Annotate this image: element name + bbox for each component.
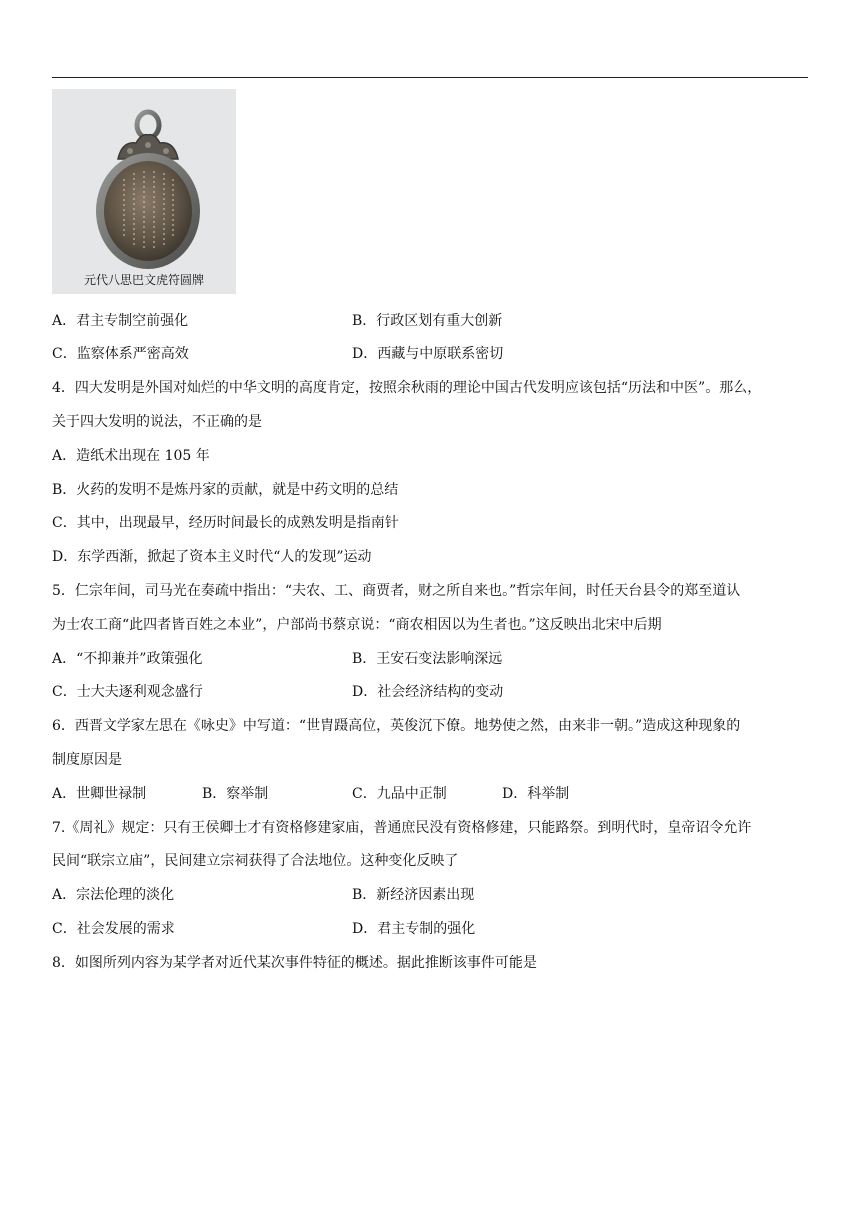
q6-option-b: B．察举制 [202, 786, 269, 802]
q4-stem-line1: 4．四大发明是外国对灿烂的中华文明的高度肯定，按照余秋雨的理论中国古代发明应该包括“历法和中医”。那么， [52, 380, 762, 396]
q5-stem-line1: 5．仁宗年间，司马光在奏疏中指出：“夫农、工、商贾者，财之所自来也。”哲宗年间，时任天台县令的郑至道认 [52, 583, 741, 599]
q4-option-d: D．东学西渐，掀起了资本主义时代“人的发现”运动 [52, 549, 372, 565]
q3-option-a: A．君主专制空前强化 [52, 313, 189, 329]
q4-option-b: B．火药的发明不是炼丹家的贡献，就是中药文明的总结 [52, 482, 399, 498]
q7-stem-line2: 民间“联宗立庙”，民间建立宗祠获得了合法地位。这种变化反映了 [52, 853, 459, 869]
header-rule [52, 77, 808, 78]
q5-option-c: C．士大夫逐利观念盛行 [52, 684, 203, 700]
q3-option-d: D．西藏与中原联系密切 [352, 346, 504, 362]
q6-stem-line1: 6．西晋文学家左思在《咏史》中写道：“世胄蹑高位，英俊沉下僚。地势使之然，由来非一朝。”造成这种现象的 [52, 718, 741, 734]
q6-stem-line2: 制度原因是 [52, 752, 122, 768]
paiza-medallion-icon [52, 89, 236, 274]
q3-option-b: B．行政区划有重大创新 [352, 313, 503, 329]
q4-option-c: C．其中，出现最早，经历时间最长的成熟发明是指南针 [52, 515, 399, 531]
q7-option-a: A．宗法伦理的淡化 [52, 887, 175, 903]
q7-option-d: D．君主专制的强化 [352, 921, 476, 937]
q7-stem-line1: 7.《周礼》规定：只有王侯卿士才有资格修建家庙，普通庶民没有资格修建，只能路祭。到明代时，皇帝诏令允许 [52, 820, 752, 836]
figure-caption: 元代八思巴文虎符圆牌 [83, 273, 204, 287]
q4-option-a: A．造纸术出现在 105 年 [52, 448, 210, 464]
q5-option-a: A．“不抑兼并”政策强化 [52, 651, 203, 667]
q6-option-a: A．世卿世禄制 [52, 786, 147, 802]
q5-option-b: B．王安石变法影响深远 [352, 651, 503, 667]
paiza-figure [52, 89, 236, 294]
q6-option-c: C．九品中正制 [352, 786, 447, 802]
q3-option-c: C．监察体系严密高效 [52, 346, 189, 362]
q4-stem-line2: 关于四大发明的说法，不正确的是 [52, 414, 262, 430]
q6-option-d: D．科举制 [502, 786, 570, 802]
q8-stem-line1: 8．如图所列内容为某学者对近代某次事件特征的概述。据此推断该事件可能是 [52, 955, 537, 971]
q5-option-d: D．社会经济结构的变动 [352, 684, 504, 700]
q7-option-c: C．社会发展的需求 [52, 921, 175, 937]
q7-option-b: B．新经济因素出现 [352, 887, 475, 903]
q5-stem-line2: 为士农工商“此四者皆百姓之本业”，户部尚书蔡京说：“商农相因以为生者也。”这反映出北宋中后期 [52, 617, 662, 633]
